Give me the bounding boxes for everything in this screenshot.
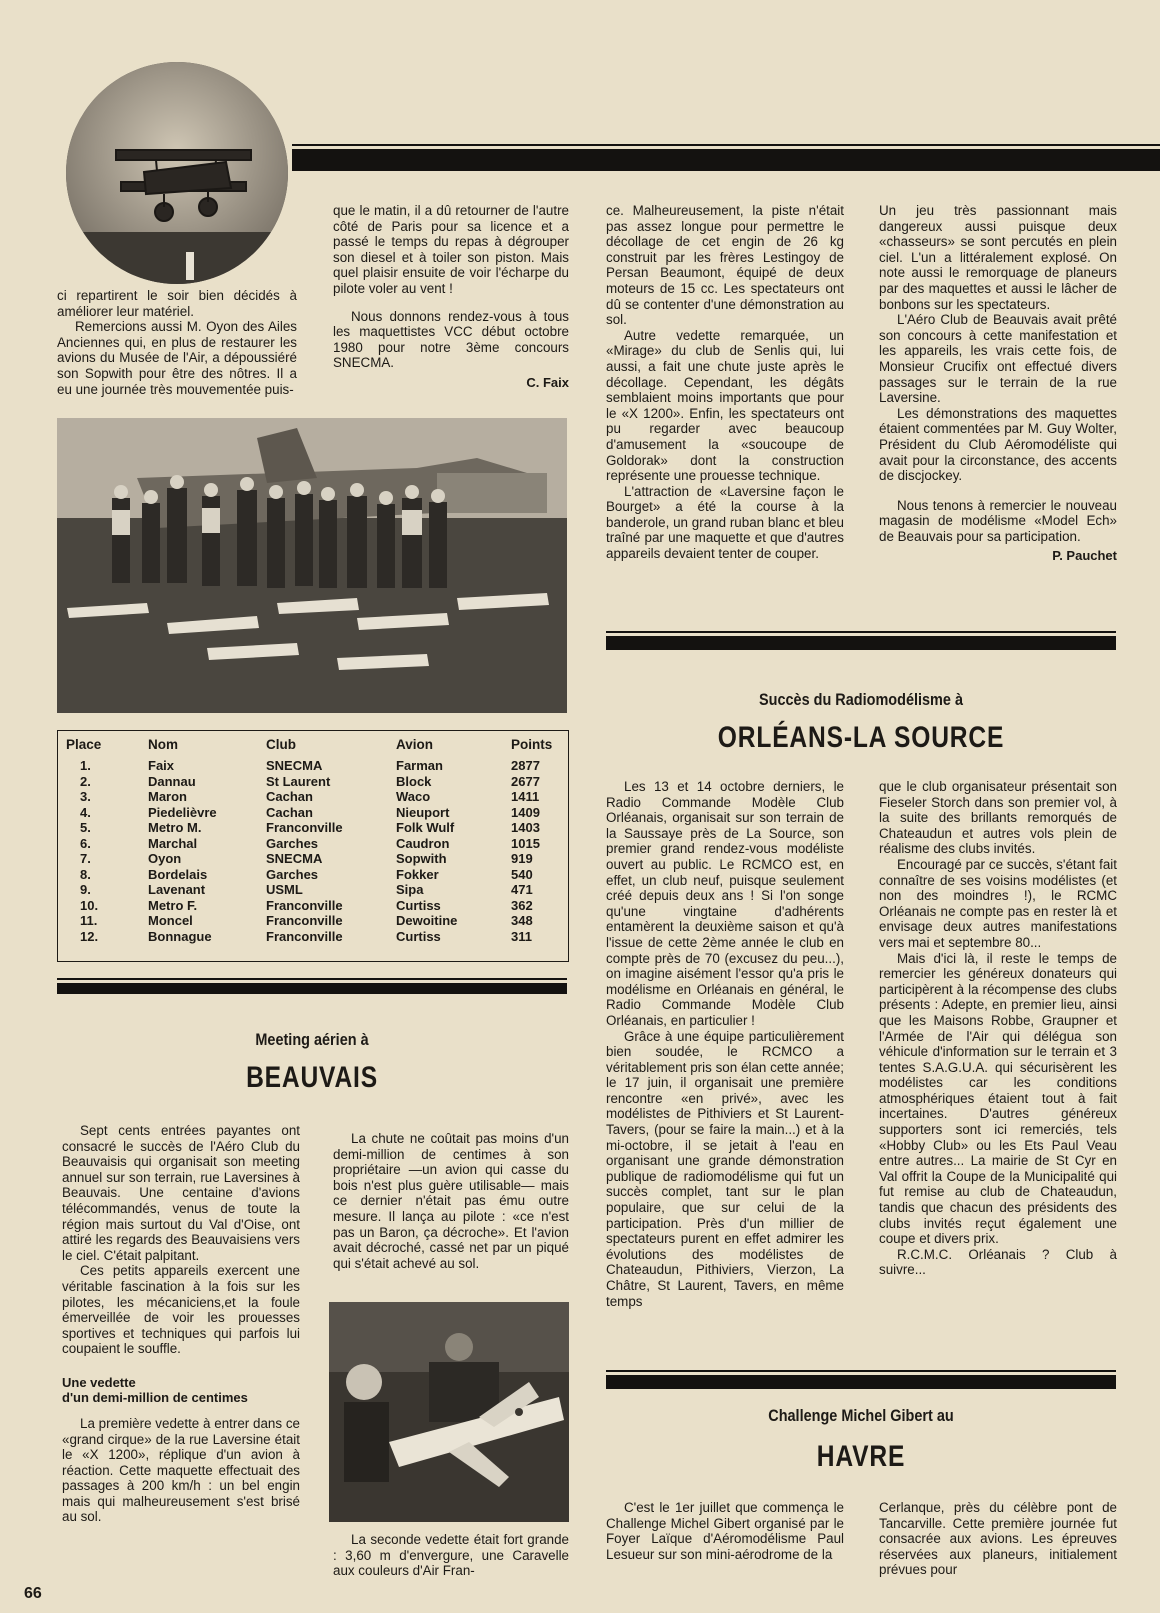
table-cell: Franconville <box>266 913 343 928</box>
table-cell: Block <box>396 773 432 789</box>
table-cell: Sopwith <box>396 851 447 866</box>
table-cell: 1411 <box>511 789 540 804</box>
havre-kicker: Challenge Michel Gibert au <box>768 1406 954 1425</box>
table-cell: 5. <box>80 820 91 835</box>
table-cell: Piedelièvre <box>148 804 217 820</box>
havre-rule <box>606 1375 1116 1389</box>
table-cell: USML <box>266 882 303 897</box>
paragraph: Grâce à une équipe particulièrement bien soudée, le RCMCO a véritablement pris son élan cette année; le 17 juin, il organisait une première rencontre «en privé», avec les modélistes de Pithiviers et St Laurent-Tavers, (pour se faire la main...) et à la mi-octobre, il se jetait à l'eau en organisant une grande démonstration publique de radiomodélisme qui fut un succès complet, tant sur le plan populaire, que sur celui de la participation. Près d'un millier de spectateurs purent en effet admirer les évolutions des modélistes de Chateaudun, Pithiviers, Vierzon, La Châtre, St Laurent, Tavers, en même temps <box>606 1028 844 1309</box>
beauvais-col1 <box>62 1123 300 1525</box>
paragraph: La chute ne coûtait pas moins d'un demi-million de centimes à son propriétaire —un avion qui casse du bois n'est plus guère utilisable— mais ce dernier n'était pas ému outre mesure. Il lança au pilote : «ce n'est pas un Baron, ça décroche». Et l'avion avait décroché, cassé net par un piqué qui s'était achevé au sol. <box>333 1131 569 1271</box>
table-cell: Bonnague <box>148 928 212 944</box>
table-row <box>66 867 560 883</box>
table-cell: Cachan <box>266 789 313 804</box>
table-cell: Nieuport <box>396 804 450 820</box>
table-cell: Garches <box>266 866 319 882</box>
table-cell: Curtiss <box>396 897 441 913</box>
table-cell: 4. <box>80 804 91 820</box>
table-cell: Faix <box>148 758 175 773</box>
table-row <box>66 820 560 836</box>
paragraph: C'est le 1er juillet que commença le Challenge Michel Gibert organisé par le Foyer Laïque d'Aéromodélisme Paul Lesueur sur son mini-aérodrome de la <box>606 1500 844 1562</box>
table-cell: 1015 <box>511 835 540 851</box>
table-cell: St Laurent <box>266 773 331 789</box>
paragraph: Mais d'ici là, il reste le temps de remercier les généreux donateurs qui participèrent à la récompense des clubs présents : Adepte, en premier lieu, ainsi que les Maisons Robbe, Graupner et l'Armée de l'Air qui délégua son véhicule d'information sur le terrain et 3 tentes S.A.G.U.A. qui sécurisèrent les modélistes car les conditions atmosphériques étaient tout à fait incertaines. D'autres généreux supporters sont ici remerciés, tels «Hobby Club» ou les Ets Paul Veau entre autres... La mairie de St Cyr en Val offrit la Coupe de la Municipalité qui fut remise au club de Chateaudun, tandis que chacun des présidents des clubs invités reçut également une coupe et divers prix. <box>879 950 1117 1247</box>
table-row <box>66 836 560 852</box>
column-header: Club <box>266 737 296 752</box>
beauvais-rule <box>57 983 567 994</box>
top-rule <box>292 149 1160 171</box>
table-cell: 12. <box>80 928 99 944</box>
paragraph: L'attraction de «Laversine façon le Bourget» a été la course à la banderole, un grand ruban blanc et bleu traîné par une maquette et que d'autres appareils devaient tenter de couper. <box>606 483 844 562</box>
table-cell: Cachan <box>266 804 313 820</box>
table-cell: Franconville <box>266 897 343 913</box>
havre-headline: HAVRE <box>816 1440 906 1473</box>
table-cell: 8. <box>80 866 91 882</box>
paragraph: Sept cents entrées payantes ont consacré le succès de l'Aéro Club du Beauvaisis qui organisait son meeting annuel sur son terrain, rue Laversines à Beauvais. Une centaine d'avions télécommandés, venus de toute la région mais surtout du Val d'Oise, ont attiré les regards des Beauvaisiens vers le ciel. C'était palpitant. <box>62 1123 300 1263</box>
table-cell: 10. <box>80 897 99 913</box>
table-cell: 311 <box>511 928 532 944</box>
orleans-rule <box>606 636 1116 650</box>
table-cell: Lavenant <box>148 882 206 897</box>
table-row <box>66 913 560 929</box>
table-cell: Maron <box>148 789 187 804</box>
results-table <box>57 730 569 962</box>
subhead-line: d'un demi-million de centimes <box>62 1390 248 1406</box>
column-header: Nom <box>148 737 178 752</box>
table-cell: SNECMA <box>266 758 323 773</box>
col1-top-text <box>57 288 297 397</box>
paragraph: Un jeu très passionnant mais dangereux aussi puisque deux «chasseurs» se sont percutés en plein ciel. L'un a littéralement explosé. On note aussi le remorquage de planeurs par des maquettes et aussi le lâcher de bonbons sur les spectateurs. <box>879 203 1117 312</box>
subhead <box>62 1375 300 1406</box>
table-row <box>66 758 560 774</box>
table-cell: 1403 <box>511 820 540 835</box>
paragraph: ci repartirent le soir bien décidés à améliorer leur matériel. <box>57 288 297 319</box>
paragraph: Nous tenons à remercier le nouveau magasin de modélisme «Model Ech» de Beauvais pour sa participation. <box>879 497 1117 544</box>
table-cell: Waco <box>396 789 431 804</box>
col4-top-text <box>879 203 1117 564</box>
col2-top-text <box>333 203 569 391</box>
paragraph: ce. Malheureusement, la piste n'était pas assez longue pour permettre le décollage de cet engin de 26 kg construit par les frères Lestingoy de Persan Beaumont, équipé de deux moteurs de 15 cc. Les spectateurs ont dû se contenter d'une démonstration au sol. <box>606 203 844 328</box>
orleans-col1 <box>606 779 844 1309</box>
paragraph: Cerlanque, près du célèbre pont de Tancarville. Cette première journée fut consacrée aux avions. Les épreuves réservées aux planeurs, initialement prévues pour <box>879 1500 1117 1578</box>
table-cell: Sipa <box>396 882 424 897</box>
table-cell: 9. <box>80 882 91 897</box>
table-cell: 2877 <box>511 758 540 773</box>
beauvais-headline: BEAUVAIS <box>246 1061 378 1094</box>
subhead-line: Une vedette <box>62 1374 136 1390</box>
paragraph: que le club organisateur présentait son Fieseler Storch dans son premier vol, à la suite des brillants remorqués de Chateaudun et autres vols plein de réalisme des clubs invités. <box>879 779 1117 857</box>
table-cell: Folk Wulf <box>396 820 455 835</box>
table-row <box>66 805 560 821</box>
paragraph: Remercions aussi M. Oyon des Ailes Anciennes qui, en plus de restaurer les avions du Musée de l'Air, a dépoussiéré son Sopwith pour être des nôtres. Il a eu une journée très mouvementée puis- <box>57 319 297 397</box>
caravelle-photo <box>329 1302 569 1522</box>
beauvais-kicker: Meeting aérien à <box>255 1030 369 1049</box>
table-cell: 362 <box>511 897 533 913</box>
table-cell: 2677 <box>511 773 540 789</box>
paragraph: que le matin, il a dû retourner de l'autre côté de Paris pour sa licence et a passé le temps du repas à dégrouper son diesel et à toiler son piston. Mais quel plaisir ensuite de voir l'écharpe du pilote voler au vent ! <box>333 203 569 296</box>
table-cell: 6. <box>80 835 91 851</box>
table-cell: Curtiss <box>396 928 441 944</box>
signature: P. Pauchet <box>1052 548 1117 564</box>
table-cell: 540 <box>511 866 533 882</box>
orleans-headline: ORLÉANS-LA SOURCE <box>717 721 1005 754</box>
table-cell: 348 <box>511 913 533 928</box>
paragraph: L'Aéro Club de Beauvais avait prêté son concours à cette manifestation et les appareils, les vrais cette fois, de Monsieur Crucifix ont effectué divers passages sur le terrain de la rue Laversine. <box>879 312 1117 406</box>
table-cell: Franconville <box>266 928 343 944</box>
table-cell: Metro M. <box>148 820 202 835</box>
table-cell: 3. <box>80 789 91 804</box>
column-header: Place <box>66 737 102 752</box>
orleans-kicker: Succès du Radiomodélisme à <box>759 690 963 709</box>
table-cell: Marchal <box>148 835 198 851</box>
col3-top-text <box>606 203 844 562</box>
table-row <box>66 851 560 867</box>
table-cell: Caudron <box>396 835 450 851</box>
table-row <box>66 898 560 914</box>
column-header: Points <box>511 737 553 752</box>
beauvais-col2 <box>333 1131 569 1271</box>
havre-col1 <box>606 1500 844 1562</box>
paragraph: Autre vedette remarquée, un «Mirage» du club de Senlis qui, lui aussi, a fait une chute juste après le décollage. Cependant, les dégâts semblaient moins importants que pour le «X 1200». Enfin, les spectateurs ont pu regarder avec beaucoup d'amusement la «soucoupe de Goldorak» dont la construction représente une prouesse technique. <box>606 327 844 484</box>
paragraph: R.C.M.C. Orléanais ? Club à suivre... <box>879 1246 1117 1278</box>
table-cell: 1409 <box>511 804 540 820</box>
paragraph: Les 13 et 14 octobre derniers, le Radio Commande Modèle Club Orléanais, organisait sur son terrain de la Saussaye près de La Source, son premier grand rendez-vous modéliste ouvert au public. Le RCMCO est, en effet, un club neuf, puisque seulement créé depuis deux ans ! Si l'on songe qu'une vingtaine d'adhérents entamèrent la deuxième saison et qu'à l'issue de cette 2ème année le club en compte près de 70 (excusez du peu...), on imagine aisément l'essor qu'a pris le modélisme en Orléanais en général, le Radio Commande Modèle Club Orléanais, en particulier ! <box>606 779 844 1028</box>
table-row <box>66 774 560 790</box>
table-cell: Garches <box>266 835 319 851</box>
table-cell: Dannau <box>148 773 196 789</box>
paragraph: La seconde vedette était fort grande : 3,60 m d'envergure, une Caravelle aux couleurs d'Air Fran- <box>333 1532 569 1579</box>
page-number: 66 <box>24 1585 42 1602</box>
table-cell: 11. <box>80 913 98 928</box>
signature: C. Faix <box>526 374 569 390</box>
table-cell: 919 <box>511 851 533 866</box>
table-cell: Metro F. <box>148 897 198 913</box>
table-header-row <box>66 737 560 758</box>
paragraph: Les démonstrations des maquettes étaient commentées par M. Guy Wolter, Président du Club Aéromodéliste qui avait pour la circonstance, des accents de discjockey. <box>879 405 1117 484</box>
havre-col2 <box>879 1500 1117 1578</box>
table-cell: 7. <box>80 851 91 866</box>
table-cell: 2. <box>80 773 91 789</box>
table-cell: 1. <box>80 758 91 773</box>
column-header: Avion <box>396 737 433 752</box>
paragraph: Ces petits appareils exercent une véritable fascination à la fois sur les pilotes, les mécaniciens,et la foule émerveillée de voir les prouesses sportives et techniques qui parfois lui coupaient le souffle. <box>62 1263 300 1357</box>
table-row <box>66 789 560 805</box>
table-cell: Franconville <box>266 820 343 835</box>
table-cell: Fokker <box>396 866 439 882</box>
orleans-col2 <box>879 779 1117 1278</box>
table-row <box>66 929 560 945</box>
table-cell: 471 <box>511 882 533 897</box>
paragraph: La première vedette à entrer dans ce «grand cirque» de la rue Laversine était le «X 1200», réplique d'un avion à réaction. Cette maquette effectuait des passages à 200 km/h : un bel engin mais qui malheureusement s'est brisé au sol. <box>62 1415 300 1525</box>
paragraph: Nous donnons rendez-vous à tous les maquettistes VCC début octobre 1980 pour notre 3ème concours SNECMA. <box>333 308 569 371</box>
biplane-photo <box>66 62 288 284</box>
table-row <box>66 882 560 898</box>
table-cell: Oyon <box>148 851 182 866</box>
table-cell: Moncel <box>148 913 193 928</box>
table-cell: Bordelais <box>148 866 208 882</box>
beauvais-col2-end <box>333 1532 569 1579</box>
paragraph: Encouragé par ce succès, s'étant fait connaître de ses voisins modélistes (et non des moindres !), le RCMC Orléanais ne compte pas en rester là et envisage deux autres manifestations vers mai et septembre 80... <box>879 856 1117 950</box>
table-cell: Farman <box>396 758 443 773</box>
table-cell: SNECMA <box>266 851 323 866</box>
group-photo <box>57 418 567 713</box>
table-cell: Dewoitine <box>396 913 458 928</box>
